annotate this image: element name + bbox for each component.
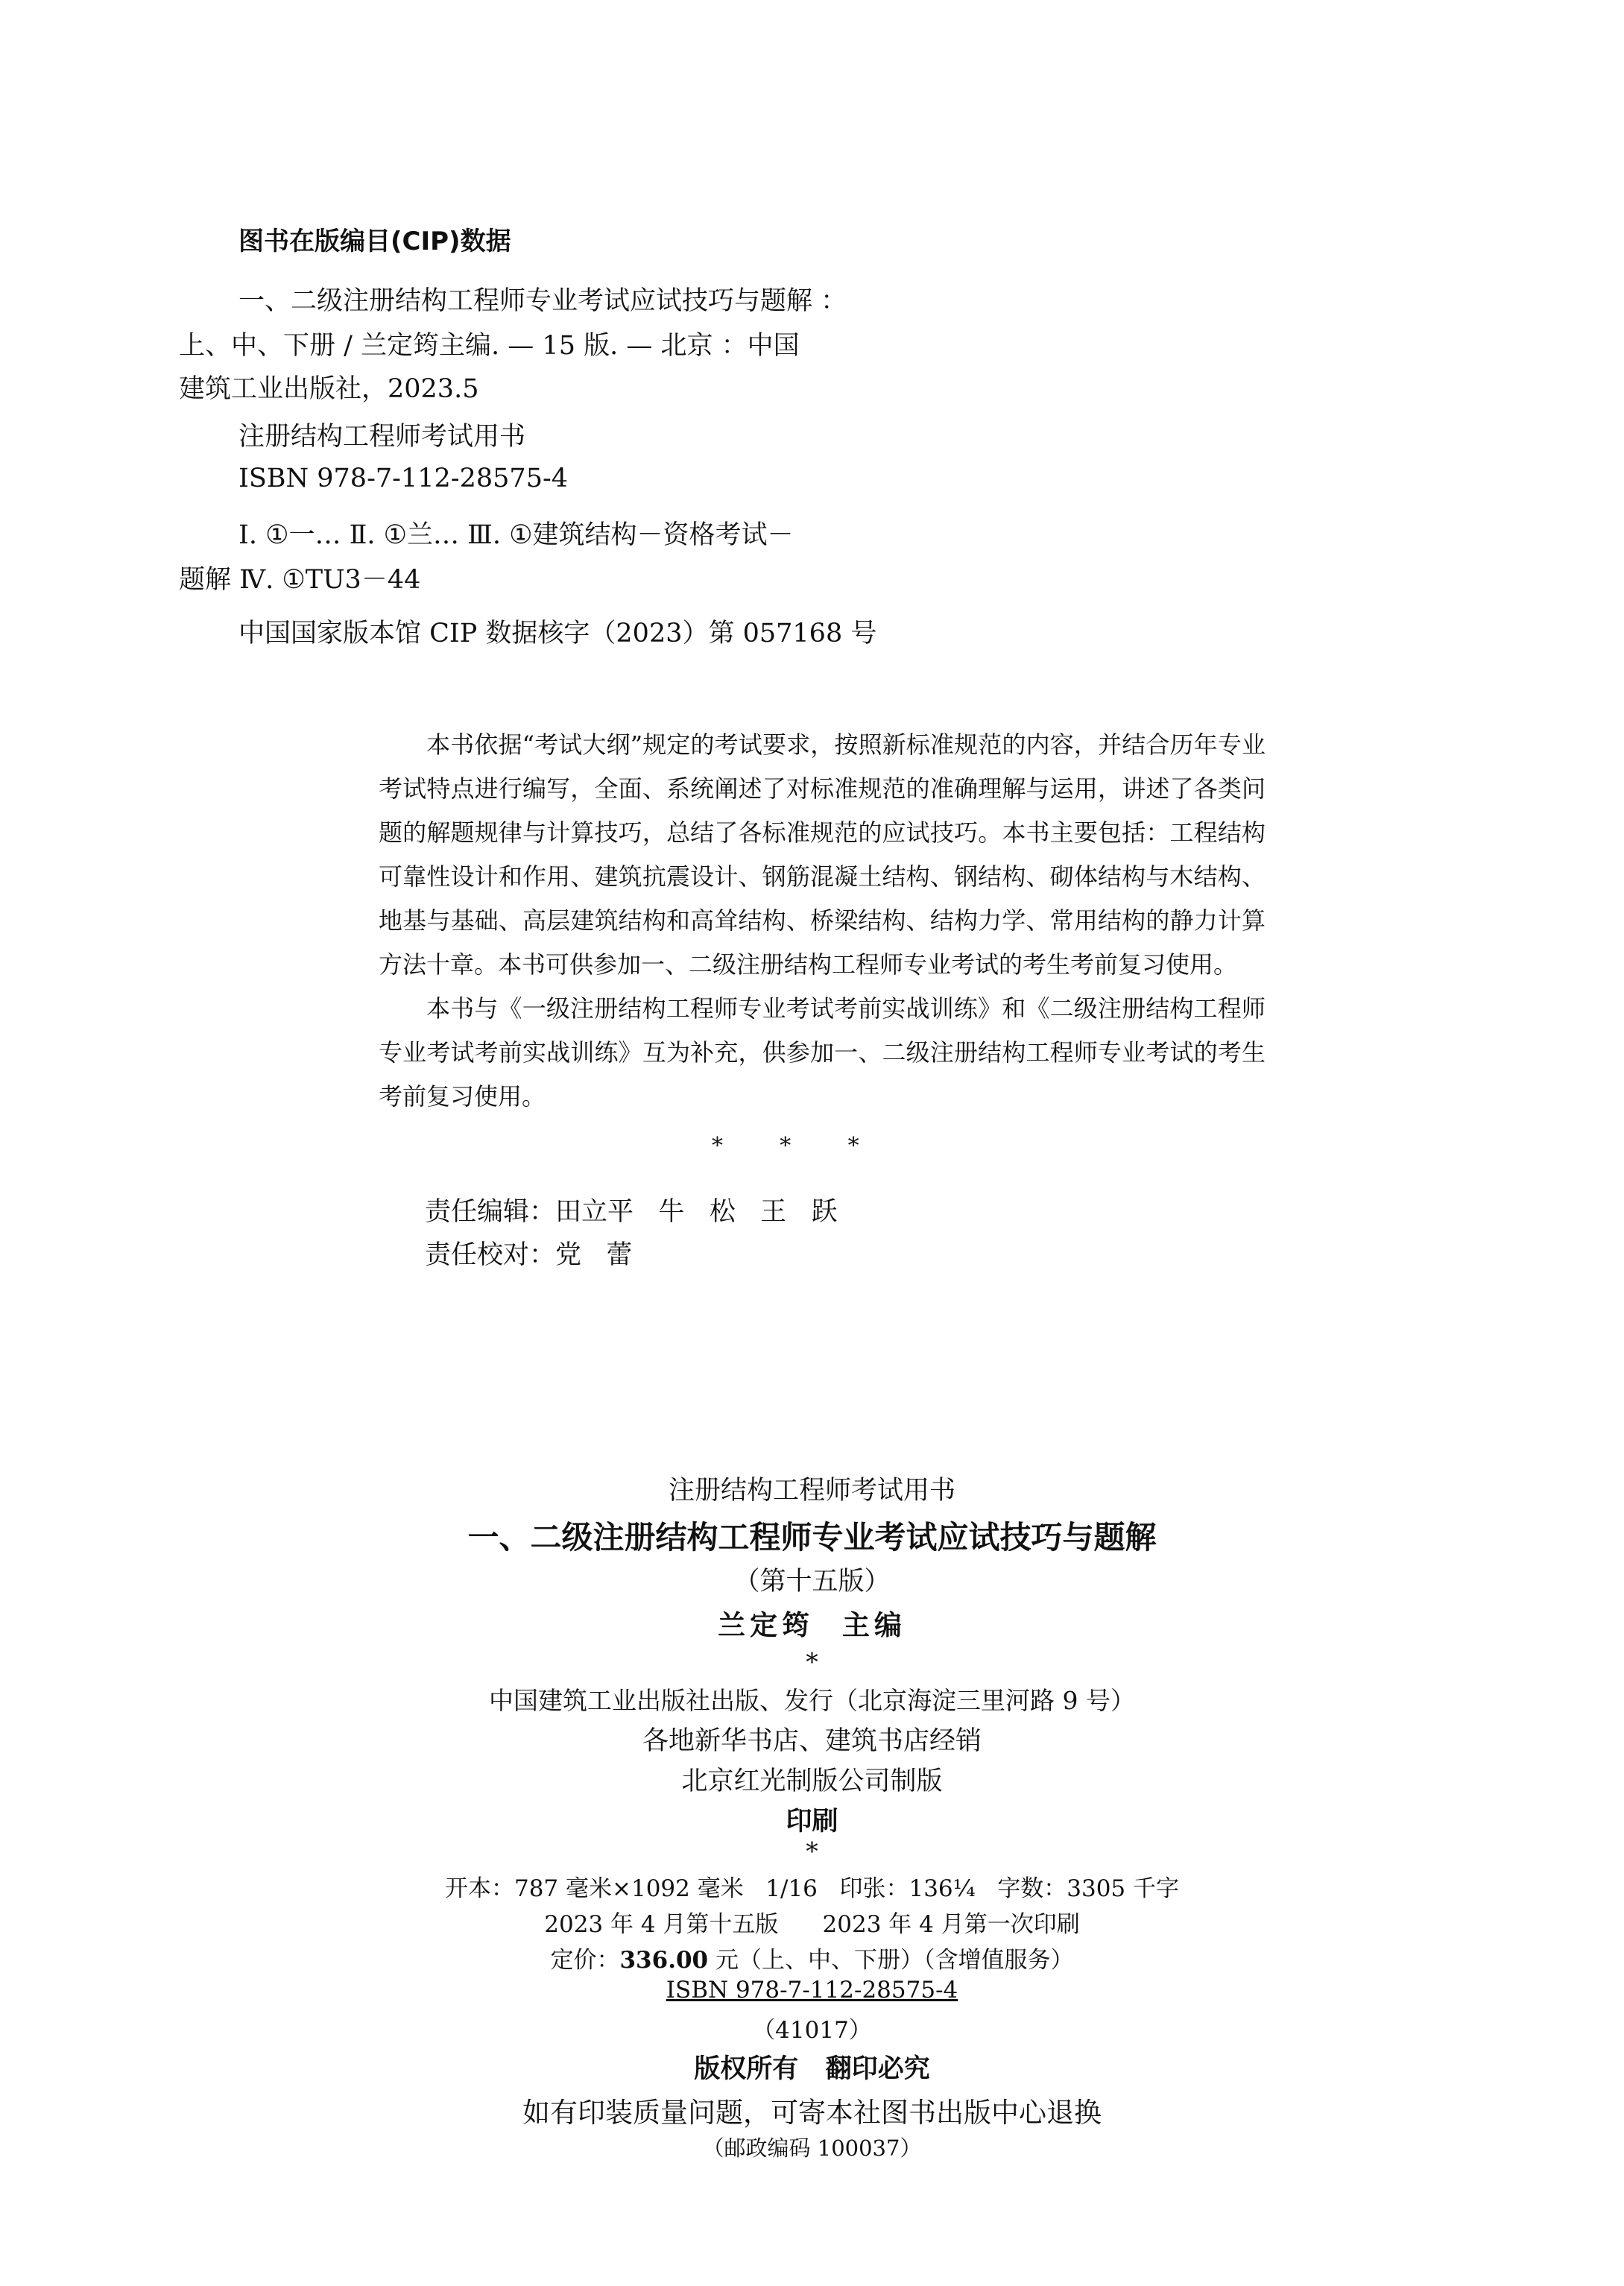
colophon-price [0, 1941, 1624, 1974]
summary-paragraph-1: 本书依据“考试大纲”规定的考试要求，按照新标准规范的内容，并结合历年专业考试特点进行编写，全面、系统阐述了对标准规范的准确理解与运用，讲述了各类问题的解题规律与计算技巧，总结了各标准规范的应试技巧。本书主要包括：工程结构可靠性设计和作用、建筑抗震设计、钢筋混凝土结构、钢结构、砌体结构与木结构、地基与基础、高层建筑结构和高耸结构、桥梁结构、结构力学、常用结构的静力计算方法十章。本书可供参加一、二级注册结构工程师专业考试的考生考前复习使用。 [379, 730, 1266, 979]
price-prefix: 定价： [550, 1947, 620, 1974]
colophon-star-1: * [806, 1647, 818, 1676]
colophon-star-2: * [806, 1837, 818, 1866]
cip-class-line-1: Ⅰ. ①一… Ⅱ. ①兰… Ⅲ. ①建筑结构－资格考试－ [238, 520, 794, 550]
responsible-proofreader: 责任校对：党 蕾 [425, 1240, 633, 1270]
colophon-postcode: （邮政编码 100037） [702, 2135, 922, 2161]
book-summary [379, 723, 1266, 1119]
cip-entry-line-3: 建筑工业出版社，2023.5 [179, 374, 479, 404]
cip-heading: 图书在版编目(CIP)数据 [238, 227, 511, 256]
colophon-publisher: 中国建筑工业出版社出版、发行（北京海淀三里河路 9 号） [489, 1686, 1135, 1715]
cip-entry-line-1: 一、二级注册结构工程师专业考试应试技巧与题解 ： [238, 286, 847, 316]
separator-stars: * * * [712, 1133, 859, 1159]
price-suffix: 元（上、中、下册）（含增值服务） [708, 1947, 1074, 1974]
colophon-format: 开本：787 毫米×1092 毫米 1/16 印张：136¼ 字数：3305 千字 [444, 1875, 1179, 1902]
cip-catalog-number: 中国国家版本馆 CIP 数据核字（2023）第 057168 号 [238, 619, 877, 648]
colophon-dates: 2023 年 4 月第十五版 2023 年 4 月第一次印刷 [544, 1911, 1080, 1938]
cip-entry-line-2: 上、中、下册 / 兰定筠主编. — 15 版. — 北京 ：中国 [179, 331, 800, 361]
colophon-isbn: ISBN 978-7-112-28575-4 [666, 1977, 958, 2004]
colophon-rights: 版权所有 翻印必究 [694, 2053, 930, 2084]
cip-class-line-2: 题解 Ⅳ. ①TU3－44 [179, 565, 421, 595]
colophon-edition: （第十五版） [733, 1567, 891, 1597]
colophon-distributor: 各地新华书店、建筑书店经销 [642, 1726, 982, 1756]
price-value: 336.00 [619, 1947, 709, 1974]
colophon-editor: 兰定筠 主编 [718, 1608, 906, 1641]
cip-isbn: ISBN 978-7-112-28575-4 [238, 464, 569, 493]
colophon-code: （41017） [752, 2017, 872, 2044]
colophon-platemaker: 北京红光制版公司制版 [681, 1766, 943, 1796]
colophon-series: 注册结构工程师考试用书 [668, 1476, 955, 1506]
colophon-printing: 印刷 [786, 1806, 838, 1837]
summary-paragraph-2: 本书与《一级注册结构工程师专业考试考前实战训练》和《二级注册结构工程师专业考试考前实战训练》互为补充，供参加一、二级注册结构工程师专业考试的考生考前复习使用。 [379, 994, 1266, 1111]
responsible-editor: 责任编辑：田立平 牛 松 王 跃 [425, 1197, 838, 1227]
cip-series: 注册结构工程师考试用书 [238, 422, 526, 452]
colophon-isbn-wrap [0, 1977, 1624, 2004]
colophon-notice: 如有印装质量问题，可寄本社图书出版中心退换 [522, 2097, 1102, 2129]
colophon-title: 一、二级注册结构工程师专业考试应试技巧与题解 [467, 1519, 1157, 1556]
